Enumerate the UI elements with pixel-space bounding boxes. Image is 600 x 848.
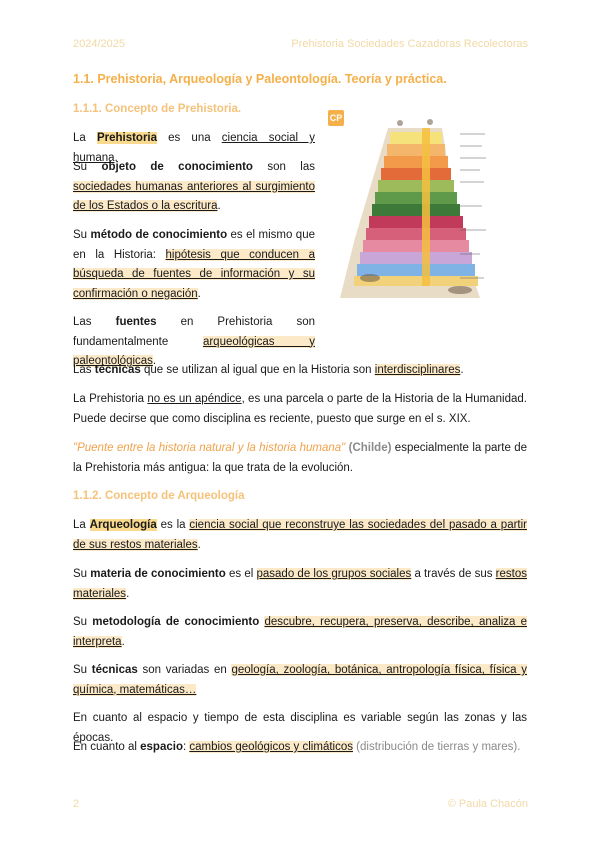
paragraph-objeto-conocimiento: Su objeto de conocimiento son las sociedades humanas anteriores al surgimiento de los Estados o la escritura.	[73, 161, 315, 212]
subsection-title-prehistoria: 1.1.1. Concepto de Prehistoria.	[73, 103, 242, 115]
paragraph-espacio: En cuanto al espacio: cambios geológicos y climáticos (distribución de tierras y mares).	[73, 741, 521, 753]
footer-page-number: 2	[73, 798, 80, 810]
paragraph-metodologia: Su metodología de conocimiento descubre, recupera, preserva, describe, analiza e interpreta.	[73, 616, 527, 648]
paragraph-espacio-tiempo: En cuanto al espacio y tiempo de esta disciplina es variable según las zonas y las épocas.	[73, 712, 527, 744]
subsection-title-arqueologia: 1.1.2. Concepto de Arqueología	[73, 490, 245, 502]
paragraph-arqueologia-definition: La Arqueología es la ciencia social que reconstruye las sociedades del pasado a partir de sus restos materiales.	[73, 519, 527, 551]
paragraph-childe-quote: "Puente entre la historia natural y la historia humana" (Childe) especialmente la parte de la Prehistoria más antigua: la que trata de la evolución.	[73, 442, 528, 474]
paragraph-tecnicas-arqueologia: Su técnicas son variadas en geología, zoología, botánica, antropología física, física y química, matemáticas…	[73, 664, 527, 696]
paragraph-no-apendice: La Prehistoria no es un apéndice, es una parcela o parte de la Historia de la Humanidad. Puede decirse que como disciplina es reciente, puesto que surge en el s. XIX.	[73, 393, 527, 425]
header-subject: Prehistoria Sociedades Cazadoras Recolectoras	[291, 38, 528, 50]
section-title: 1.1. Prehistoria, Arqueología y Paleontología. Teoría y práctica.	[73, 72, 447, 86]
header-year: 2024/2025	[73, 38, 125, 50]
paragraph-materia-conocimiento: Su materia de conocimiento es el pasado de los grupos sociales a través de sus restos materiales.	[73, 568, 527, 600]
paragraph-tecnicas: Las técnicas que se utilizan al igual que en la Historia son interdisciplinares.	[73, 364, 464, 376]
paragraph-metodo-conocimiento: Su método de conocimiento es el mismo que en la Historia: hipótesis que conducen a búsqueda de fuentes de información y su confirmación o negación.	[73, 229, 315, 300]
stratigraphy-pyramid-illustration	[330, 118, 500, 308]
term-arqueologia: Arqueología	[89, 519, 157, 531]
paragraph-prehistoria-definition: La Prehistoria es una ciencia social y humana.	[73, 132, 315, 164]
paragraph-fuentes: Las fuentes en Prehistoria son fundamentalmente arqueológicas y paleontológicas.	[73, 316, 315, 367]
term-prehistoria: Prehistoria	[96, 132, 158, 144]
logo-badge: CP	[328, 110, 344, 126]
footer-author: © Paula Chacón	[447, 798, 528, 810]
